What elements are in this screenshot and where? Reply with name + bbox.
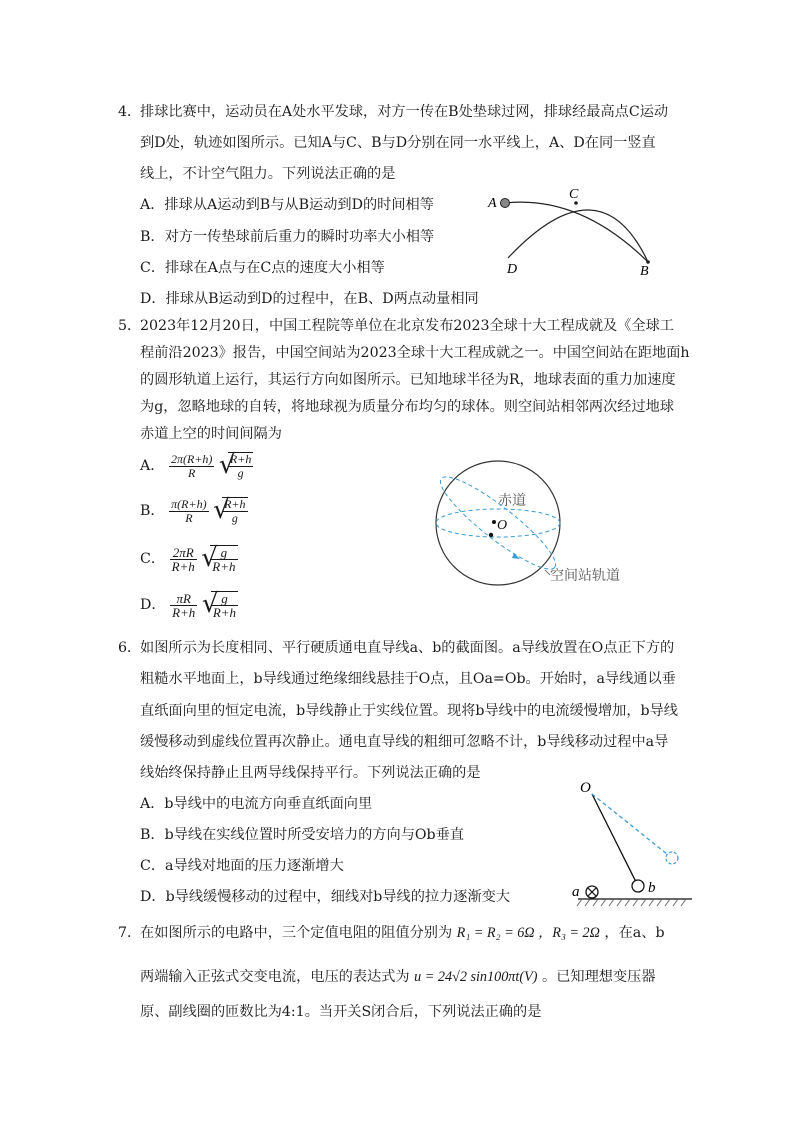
q4-volleyball-trajectory-figure <box>480 180 670 280</box>
q6-wire-b-solid <box>632 880 644 892</box>
q6-wire-figure <box>560 772 700 912</box>
q5-number: 5． <box>118 318 142 334</box>
q4-option-b: B．对方一传垫球前后重力的瞬时功率大小相等 <box>140 229 435 245</box>
q5-option-a-coefficient: $\frac{2\pi(R+h)}{R}$ <box>170 451 213 480</box>
q5-option-c-coefficient: $\frac{2\pi R}{R+h}$ <box>171 544 195 574</box>
q6-stem-line-2: 粗糙水平地面上，b导线通过绝缘细线悬挂于O点，且Oa=Ob。开始时，a导线通以垂 <box>140 671 676 687</box>
q6-option-d: D．b导线缓慢移动的过程中，细线对b导线的拉力逐渐变大 <box>140 889 511 905</box>
q5-stem-line-1: 2023年12月20日，中国工程院等单位在北京发布2023全球十大工程成就及《全球工 <box>140 318 674 334</box>
q6-stem-line-5: 线始终保持静止且两导线保持平行。下列说法正确的是 <box>140 765 481 781</box>
q6-option-b: B．b导线在实线位置时所受安培力的方向与Ob垂直 <box>140 827 464 843</box>
q5-option-a-radical: √ $\frac{R+h}{g}$ <box>218 450 252 480</box>
q4-option-a: A．排球从A运动到B与从B运动到D的时间相等 <box>140 197 434 213</box>
q5-label-orbit: 空间站轨道 <box>550 568 620 584</box>
q4-trajectory-b-to-d <box>508 210 648 262</box>
q5-stem-line-3: 的圆形轨道上运行，其运行方向如图所示。已知地球半径为R，地球表面的重力加速度 <box>140 372 676 388</box>
q7-line2-tail: 。已知理想变压器 <box>542 969 656 985</box>
q4-label-c: C <box>569 187 579 202</box>
q5-option-a-label: A． <box>140 458 165 474</box>
q4-option-c: C．排球在A点与在C点的速度大小相等 <box>140 260 385 276</box>
q5-center-dot <box>492 520 496 524</box>
q7-line1-tail: ，在a、b <box>604 925 665 941</box>
q5-option-d-radical: √ $\frac{g}{R+h}$ <box>201 589 237 620</box>
q6-ground-hatch <box>577 899 686 906</box>
q7-line1-formula: R₁ = R₂ = 6Ω ，R₃ = 2Ω <box>456 925 600 941</box>
q6-string-dashed <box>592 794 672 858</box>
q6-stem-line-4: 缓慢移动到虚线位置再次静止。通电直导线的粗细可忽略不计，b导线移动过程中a导 <box>140 734 669 750</box>
q4-number: 4． <box>118 104 142 120</box>
q7-stem-line-3: 原、副线圈的匝数比为4:1。当开关S闭合后，下列说法正确的是 <box>140 1004 542 1020</box>
q4-label-a: A <box>488 196 497 211</box>
q5-option-c-radical: √ $\frac{g}{R+h}$ <box>201 543 236 574</box>
q5-station-dot <box>489 533 493 537</box>
q4-ball-at-a <box>501 199 510 208</box>
q5-option-c <box>140 545 238 573</box>
q5-label-center: O <box>497 518 508 533</box>
q5-label-equator: 赤道 <box>498 493 526 509</box>
q6-stem-line-3: 直纸面向里的恒定电流，b导线静止于实线位置。现将b导线中的电流缓慢增加，b导线 <box>140 703 678 719</box>
q5-option-c-label: C． <box>140 551 166 567</box>
q7-line2-text: 两端输入正弦式交变电流，电压的表达式为 <box>140 969 410 985</box>
q7-line1-text: 在如图所示的电路中，三个定值电阻的阻值分别为 <box>140 925 453 941</box>
q6-label-b: b <box>648 880 656 896</box>
q5-option-b-label: B． <box>140 503 165 519</box>
q6-option-a: A．b导线中的电流方向垂直纸面向里 <box>140 796 373 812</box>
q6-number: 6． <box>118 640 142 656</box>
q5-stem-line-2: 程前沿2023》报告，中国空间站为2023全球十大工程成就之一。中国空间站在距地面h <box>140 345 690 361</box>
q4-option-d: D．排球从B运动到D的过程中，在B、D两点动量相同 <box>140 291 479 307</box>
q5-option-b-radical: √ $\frac{R+h}{g}$ <box>213 495 246 525</box>
q7-stem-line-1 <box>140 923 665 943</box>
q5-option-b-coefficient: $\frac{\pi(R+h)}{R}$ <box>171 496 207 525</box>
q5-option-d-coefficient: $\frac{\pi R}{R+h}$ <box>172 590 196 620</box>
q4-label-d: D <box>507 262 518 277</box>
q7-line2-formula: u = 24√2 sin100πt(V) <box>414 969 538 985</box>
q5-direction-arrow <box>512 553 520 559</box>
q7-stem-line-2 <box>140 967 656 987</box>
q4-label-b: B <box>640 264 649 279</box>
q6-label-a: a <box>572 884 580 900</box>
q6-wire-b-dashed <box>666 852 678 864</box>
q4-stem-line-2: 到D处，轨迹如图所示。已知A与C、B与D分别在同一水平线上，A、D在同一竖直 <box>140 135 656 151</box>
q4-stem-line-3: 线上，不计空气阻力。下列说法正确的是 <box>140 166 396 182</box>
q5-stem-line-5: 赤道上空的时间间隔为 <box>140 426 282 442</box>
q5-option-a <box>140 452 253 480</box>
q6-string-solid <box>592 794 638 886</box>
q5-space-station-orbit-figure <box>420 460 650 590</box>
q5-stem-line-4: 为g，忽略地球的自转，将地球视为质量分布均匀的球体。则空间站相邻两次经过地球 <box>140 399 675 415</box>
q5-option-d-label: D． <box>140 597 166 613</box>
q6-label-o: O <box>580 780 591 796</box>
q5-option-d <box>140 591 238 619</box>
q6-stem-line-1: 如图所示为长度相同、平行硬质通电直导线a、b的截面图。a导线放置在O点正下方的 <box>140 640 675 656</box>
q4-stem-line-1: 排球比赛中，运动员在A处水平发球，对方一传在B处垫球过网，排球经最高点C运动 <box>140 104 669 120</box>
q6-option-c: C．a导线对地面的压力逐渐增大 <box>140 858 344 874</box>
q7-number: 7． <box>118 925 142 941</box>
q5-option-b <box>140 497 248 525</box>
